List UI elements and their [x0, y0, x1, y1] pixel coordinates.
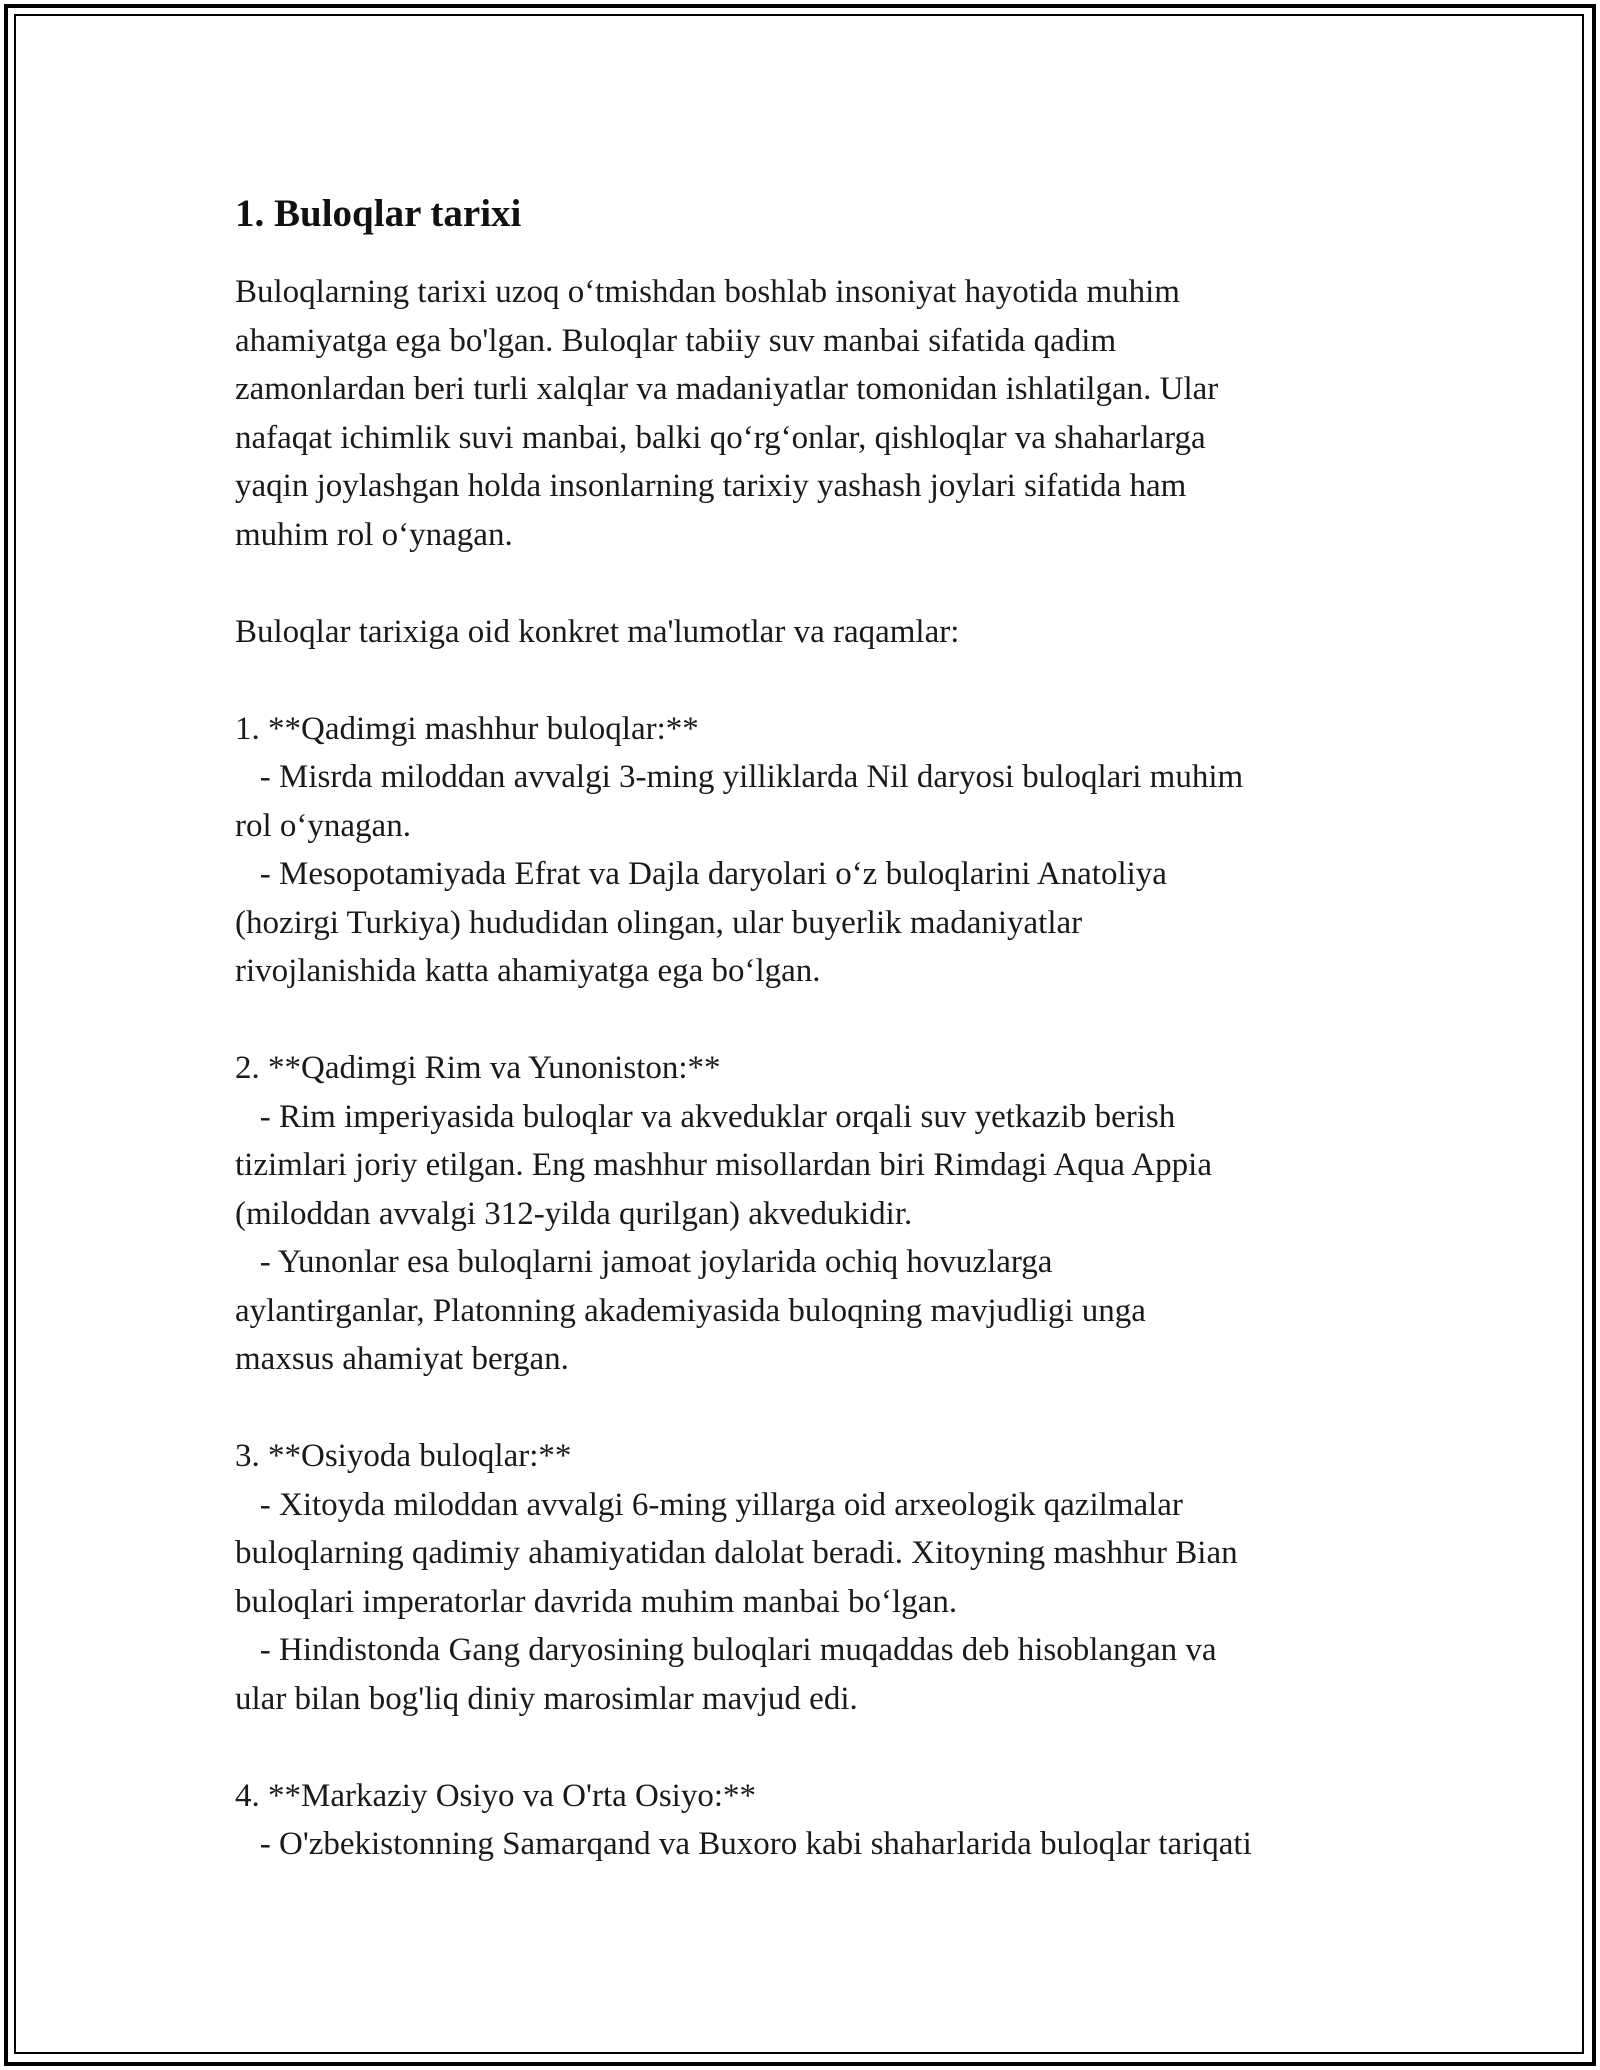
- section-heading: 1. **Qadimgi mashhur buloqlar:**: [235, 710, 699, 747]
- list-item: - Yunonlar esa buloqlarni jamoat joylarida ochiq hovuzlarga aylantirganlar, Platonning akademiyasida buloqning mavjudligi unga maxsus ahamiyat bergan.: [235, 1244, 1146, 1377]
- section-heading: 3. **Osiyoda buloqlar:**: [235, 1438, 572, 1474]
- list-item: - Hindistonda Gang daryosining buloqlari muqaddas deb hisoblangan va ular bilan bog'liq diniy marosimlar mavjud edi.: [235, 1632, 1217, 1717]
- page-title: 1. Buloqlar tarixi: [235, 192, 522, 235]
- list-item: - O'zbekistonning Samarqand va Buxoro kabi shaharlarida buloqlar tariqati: [235, 1826, 1252, 1862]
- list-item: - Xitoyda miloddan avvalgi 6-ming yillarga oid arxeologik qazilmalar buloqlarning qadimiy ahamiyatidan dalolat beradi. Xitoyning mashhur Bian buloqlari imperatorlar davrida muhim manbai bo‘lgan.: [235, 1486, 1238, 1620]
- spacer: [235, 1384, 1375, 1433]
- section-heading: 2. **Qadimgi Rim va Yunoniston:**: [235, 1050, 721, 1086]
- list-item: - Mesopotamiyada Efrat va Dajla daryolari o‘z buloqlarini Anatoliya (hozirgi Turkiya) hududidan olingan, ular buyerlik madaniyatlar rivojlanishida katta ahamiyatga ega bo‘lgan.: [235, 856, 1167, 989]
- section-central-asia: [235, 1772, 1375, 1869]
- spacer: [235, 1723, 1375, 1772]
- intro-paragraph: Buloqlarning tarixi uzoq o‘tmishdan boshlab insoniyat hayotida muhim ahamiyatga ega bo'lgan. Buloqlar tabiiy suv manbai sifatida qadim zamonlardan beri turli xalqlar va madaniyatlar tomonidan ishlatilgan. Ular nafaqat ichimlik suvi manbai, balki qo‘rg‘onlar, qishloqlar va shaharlarga yaqin joylashgan holda insonlarning tarixiy yashash joylari sifatida ham muhim rol o‘ynagan.: [235, 274, 1219, 553]
- section-ancient-springs: [235, 705, 1375, 996]
- section-heading: 4. **Markaziy Osiyo va O'rta Osiyo:**: [235, 1777, 757, 1814]
- spacer: [235, 996, 1375, 1045]
- list-item: - Misrda miloddan avvalgi 3-ming yilliklarda Nil daryosi buloqlari muhim rol o‘ynagan.: [235, 759, 1244, 844]
- list-item: - Rim imperiyasida buloqlar va akveduklar orqali suv yetkazib berish tizimlari joriy etilgan. Eng mashhur misollardan biri Rimdagi Aqua Appia (miloddan avvalgi 312-yilda qurilgan) akvedukidir.: [235, 1098, 1212, 1232]
- document-body: [235, 188, 1375, 1869]
- lead-paragraph: Buloqlar tarixiga oid konkret ma'lumotlar va raqamlar:: [235, 613, 960, 650]
- section-rome-greece: [235, 1044, 1375, 1384]
- spacer: [235, 559, 1375, 608]
- spacer: [235, 656, 1375, 705]
- section-asia: [235, 1432, 1375, 1723]
